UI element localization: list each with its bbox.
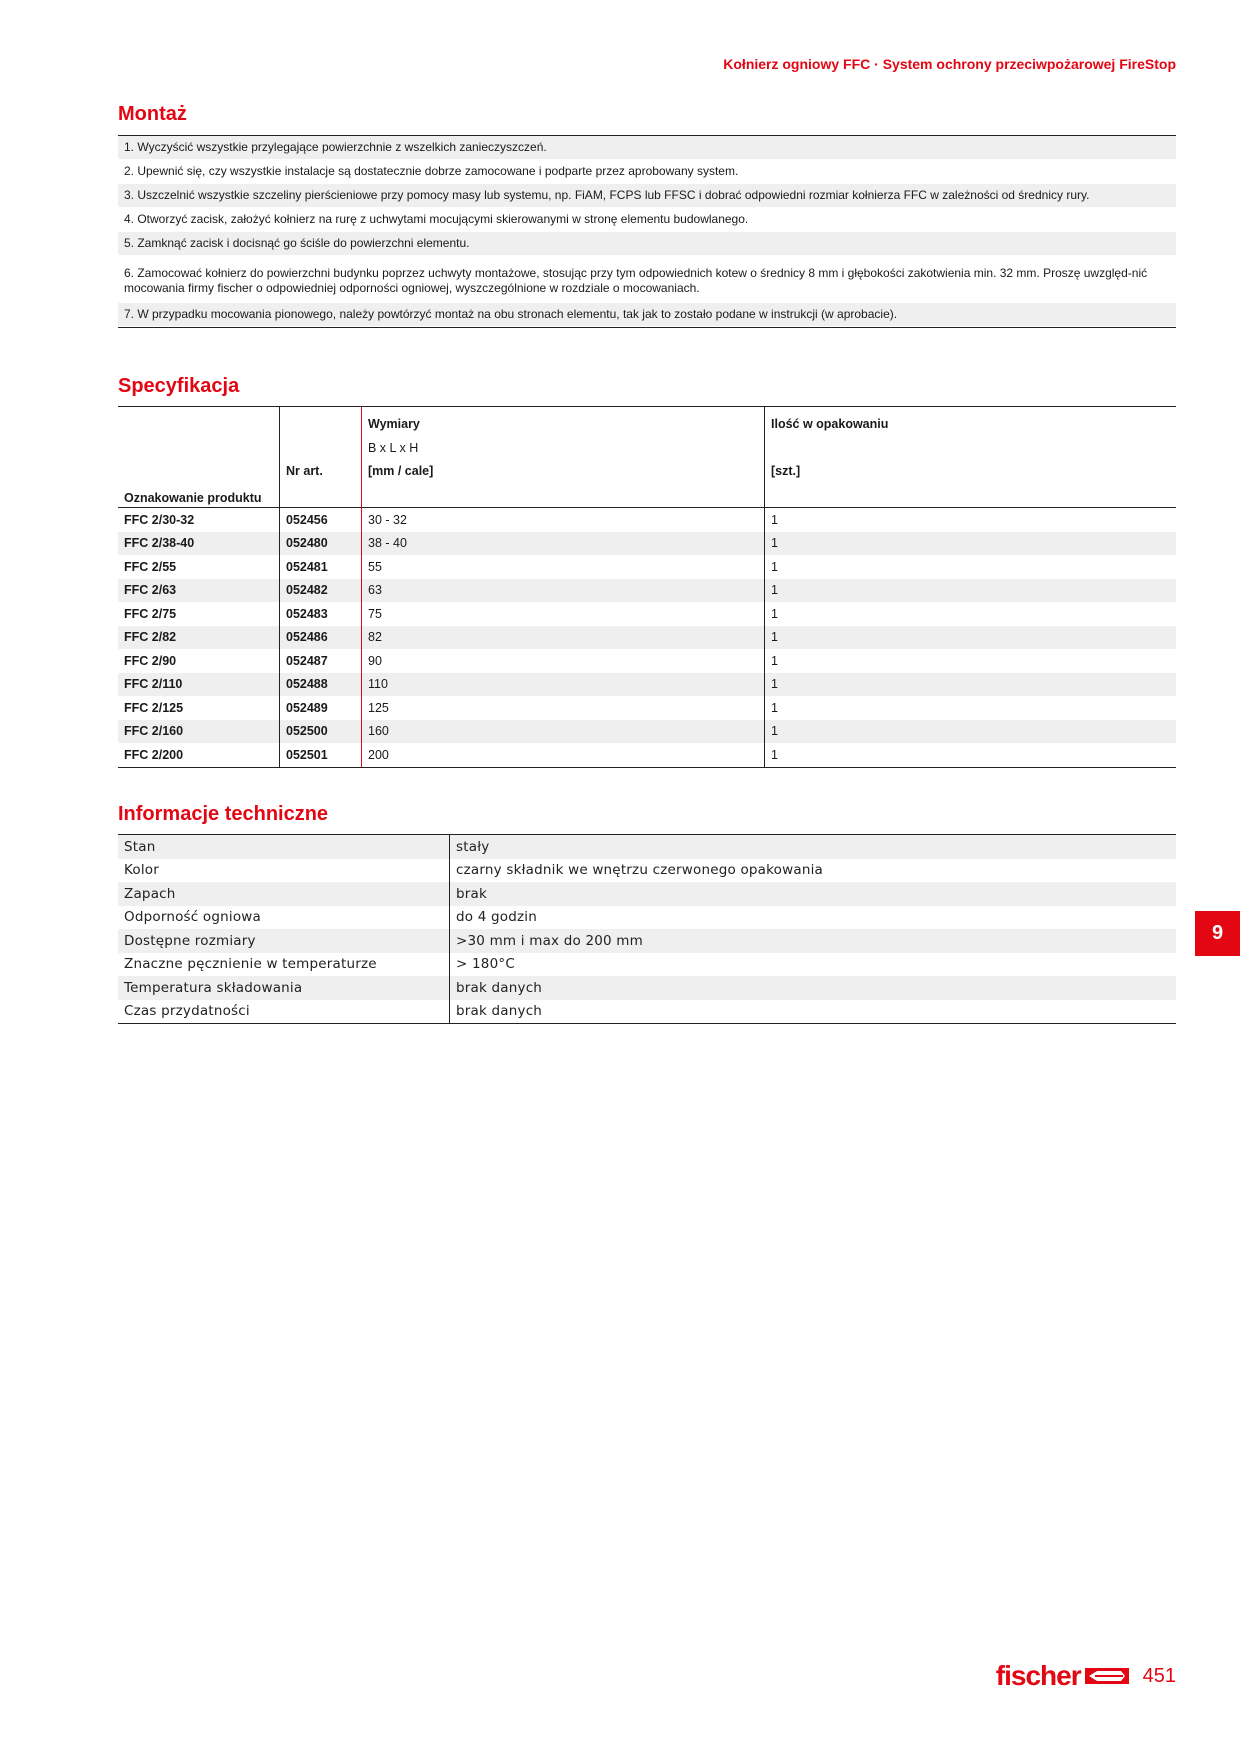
spec-title: Specyfikacja bbox=[118, 375, 240, 397]
spec-cell-dim: 63 bbox=[362, 579, 765, 603]
step-7: 7. W przypadku mocowania pionowego, należy powtórzyć montaż na obu stronach elementu, tak jak to zostało podane w instrukcji (w aprobacie). bbox=[118, 303, 1176, 327]
spec-row bbox=[118, 743, 1176, 767]
spec-cell-nr: 052480 bbox=[280, 532, 362, 556]
header-title: Kołnierz ogniowy FFC · System ochrony przeciwpożarowej FireStop bbox=[723, 56, 1176, 72]
col-qty-unit: [szt.] bbox=[771, 464, 801, 478]
spec-cell-qty: 1 bbox=[765, 626, 1177, 650]
info-key: Stan bbox=[118, 835, 450, 859]
logo-text: fischer bbox=[995, 1660, 1081, 1691]
spec-cell-nr: 052482 bbox=[280, 579, 362, 603]
info-key: Odporność ogniowa bbox=[118, 906, 450, 930]
spec-cell-product: FFC 2/75 bbox=[118, 602, 280, 626]
col-dim-unit: [mm / cale] bbox=[368, 464, 434, 478]
spec-cell-qty: 1 bbox=[771, 559, 778, 574]
step-4: 4. Otworzyć zacisk, założyć kołnierz na rurę z uchwytami mocującymi skierowanymi w stronę elementu budowlanego. bbox=[118, 208, 1176, 232]
spec-cell-qty: 1 bbox=[765, 720, 1177, 744]
spec-cell-nr: 052456 bbox=[280, 508, 362, 532]
spec-row bbox=[118, 579, 1176, 603]
spec-table bbox=[118, 406, 1176, 768]
spec-cell-qty: 1 bbox=[771, 512, 778, 527]
spec-cell-dim: 82 bbox=[362, 626, 765, 650]
col-dim-header bbox=[362, 407, 765, 508]
info-value: brak bbox=[450, 882, 1177, 906]
info-title: Informacje techniczne bbox=[118, 803, 329, 825]
info-value: brak danych bbox=[450, 976, 1177, 1000]
montaz-steps bbox=[118, 135, 1176, 328]
spec-row bbox=[118, 555, 1176, 579]
spec-cell-product: FFC 2/110 bbox=[118, 673, 280, 697]
spec-cell-qty: 1 bbox=[771, 700, 778, 715]
info-value: do 4 godzin bbox=[456, 909, 537, 926]
info-row bbox=[118, 882, 1176, 906]
col-nr-header bbox=[280, 407, 362, 508]
spec-row bbox=[118, 626, 1176, 650]
footer bbox=[996, 1660, 1176, 1692]
info-key: Znaczne pęcznienie w temperaturze bbox=[118, 953, 450, 977]
info-table bbox=[118, 834, 1176, 1024]
spec-cell-nr: 052489 bbox=[280, 696, 362, 720]
spec-cell-qty: 1 bbox=[765, 532, 1177, 556]
col-dim-label: Wymiary bbox=[368, 417, 420, 431]
spec-cell-qty: 1 bbox=[765, 673, 1177, 697]
info-row bbox=[118, 1000, 1176, 1024]
col-qty-label: Ilość w opakowaniu bbox=[771, 417, 889, 431]
step-6: 6. Zamocować kołnierz do powierzchni budynku poprzez uchwyty montażowe, stosując przy tym odpowiednich kotew o średnicy 8 mm i głębokości zakotwienia min. 32 mm. Proszę uwzględ-nić mocowania firmy fischer o odpowiedniej odporności ogniowej, wyszczególnione w rozdziale o mocowaniach. bbox=[118, 256, 1176, 303]
spec-row bbox=[118, 532, 1176, 556]
info-value: brak danych bbox=[456, 1003, 543, 1020]
spec-cell-dim: 160 bbox=[362, 720, 765, 744]
info-value: > 180°C bbox=[456, 956, 515, 973]
spec-cell-nr: 052488 bbox=[280, 673, 362, 697]
info-value: >30 mm i max do 200 mm bbox=[450, 929, 1177, 953]
spec-row bbox=[118, 602, 1176, 626]
info-row bbox=[118, 929, 1176, 953]
spec-cell-nr: 052501 bbox=[280, 743, 362, 767]
spec-cell-dim: 125 bbox=[362, 696, 765, 720]
spec-cell-product: FFC 2/200 bbox=[118, 743, 280, 767]
info-row bbox=[118, 906, 1176, 930]
spec-cell-product: FFC 2/38-40 bbox=[118, 532, 280, 556]
spec-cell-product: FFC 2/90 bbox=[118, 649, 280, 673]
spec-cell-product: FFC 2/160 bbox=[118, 720, 280, 744]
spec-cell-product: FFC 2/82 bbox=[118, 626, 280, 650]
spec-cell-dim: 200 bbox=[362, 743, 765, 767]
spec-row bbox=[118, 720, 1176, 744]
page-number: 451 bbox=[1142, 1664, 1176, 1687]
montaz-title: Montaż bbox=[118, 103, 187, 125]
col-qty-header bbox=[765, 407, 1177, 508]
fischer-logo bbox=[996, 1660, 1129, 1692]
spec-cell-dim: 90 bbox=[362, 649, 765, 673]
spec-cell-dim: 75 bbox=[362, 602, 765, 626]
spec-cell-product: FFC 2/55 bbox=[118, 555, 280, 579]
info-key: Temperatura składowania bbox=[118, 976, 450, 1000]
spec-cell-dim: 30 - 32 bbox=[362, 508, 765, 532]
spec-cell-dim: 110 bbox=[362, 673, 765, 697]
info-value: stały bbox=[450, 835, 1177, 859]
spec-cell-product: FFC 2/125 bbox=[118, 696, 280, 720]
spec-cell-dim: 38 - 40 bbox=[362, 532, 765, 556]
info-row bbox=[118, 859, 1176, 883]
spec-cell-nr: 052483 bbox=[280, 602, 362, 626]
info-row bbox=[118, 953, 1176, 977]
spec-cell-nr: 052487 bbox=[280, 649, 362, 673]
spec-header-row bbox=[118, 407, 1176, 508]
col-nr-label: Nr art. bbox=[286, 464, 323, 478]
spec-row bbox=[118, 696, 1176, 720]
step-1: 1. Wyczyścić wszystkie przylegające powierzchnie z wszelkich zanieczyszczeń. bbox=[118, 136, 1176, 160]
info-value: czarny składnik we wnętrzu czerwonego opakowania bbox=[456, 862, 824, 879]
spec-cell-product: FFC 2/30-32 bbox=[118, 508, 280, 532]
spec-cell-nr: 052481 bbox=[280, 555, 362, 579]
col-product-label: Oznakowanie produktu bbox=[124, 491, 262, 505]
col-product-header bbox=[118, 407, 280, 508]
spec-row bbox=[118, 673, 1176, 697]
info-key: Zapach bbox=[118, 882, 450, 906]
step-3: 3. Uszczelnić wszystkie szczeliny pierścieniowe przy pomocy masy lub systemu, np. FiAM, FCPS lub FFSC i dobrać odpowiedni rozmiar kołnierza FFC w zależności od średnicy rury. bbox=[118, 184, 1176, 208]
spec-cell-product: FFC 2/63 bbox=[118, 579, 280, 603]
spec-cell-qty: 1 bbox=[771, 653, 778, 668]
spec-row bbox=[118, 508, 1176, 532]
spec-cell-qty: 1 bbox=[765, 579, 1177, 603]
info-key: Czas przydatności bbox=[118, 1000, 450, 1024]
spec-cell-dim: 55 bbox=[362, 555, 765, 579]
spec-row bbox=[118, 649, 1176, 673]
spec-cell-qty: 1 bbox=[771, 747, 778, 762]
spec-cell-nr: 052486 bbox=[280, 626, 362, 650]
info-key: Dostępne rozmiary bbox=[118, 929, 450, 953]
col-dim-sub: B x L x H bbox=[368, 440, 419, 455]
spec-cell-qty: 1 bbox=[771, 606, 778, 621]
info-row bbox=[118, 835, 1176, 859]
chapter-tab: 9 bbox=[1195, 911, 1240, 956]
spec-cell-nr: 052500 bbox=[280, 720, 362, 744]
step-5: 5. Zamknąć zacisk i docisnąć go ściśle do powierzchni elementu. bbox=[118, 232, 1176, 256]
info-row bbox=[118, 976, 1176, 1000]
step-2: 2. Upewnić się, czy wszystkie instalacje są dostatecznie dobrze zamocowane i podparte przez aprobowany system. bbox=[118, 160, 1176, 184]
info-key: Kolor bbox=[118, 859, 450, 883]
logo-plug-icon bbox=[1085, 1667, 1129, 1685]
